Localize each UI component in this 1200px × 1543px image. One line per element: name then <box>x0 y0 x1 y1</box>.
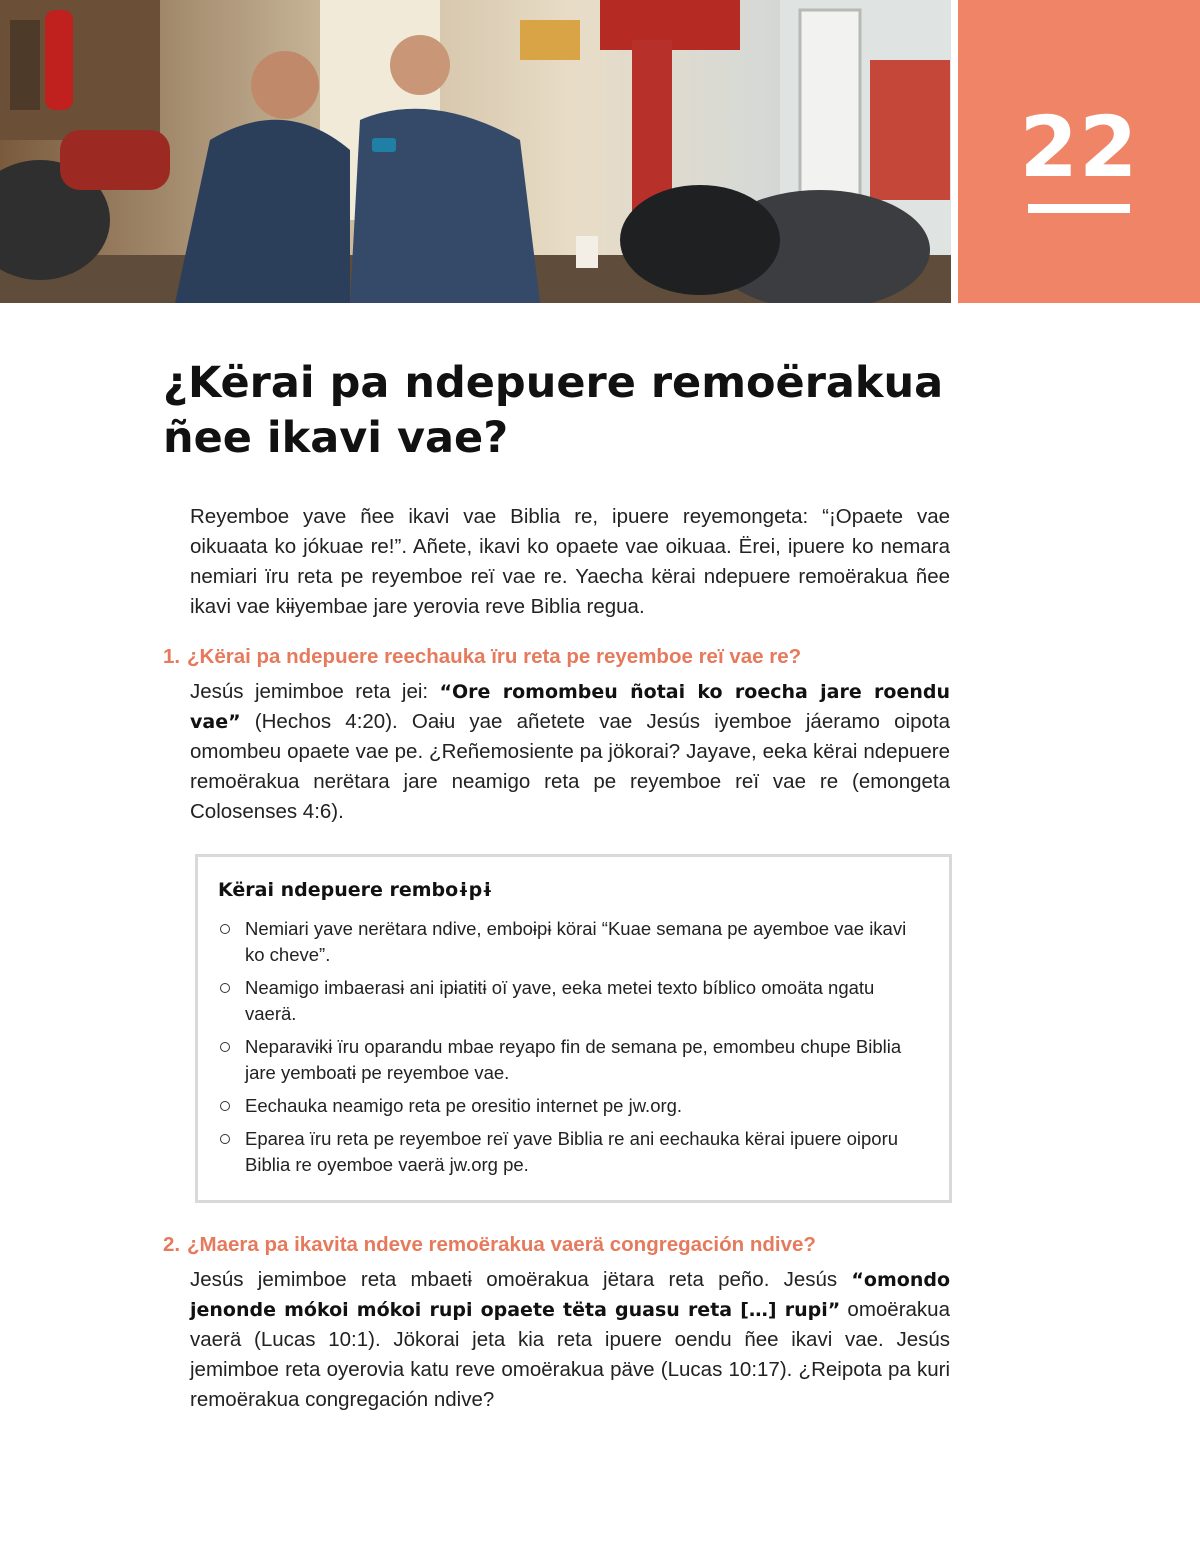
bullet-icon <box>220 1101 230 1111</box>
list-item <box>218 975 908 1027</box>
chapter-rule <box>1028 204 1130 213</box>
bullet-icon <box>220 1134 230 1144</box>
chapter-number: 22 <box>1019 98 1139 196</box>
bullet-icon <box>220 983 230 993</box>
answer-1-text-pre: Jesús jemimboe reta jei: <box>190 680 440 703</box>
answer-2-quote: “omondo jenonde mókoi mókoi rupi opaete tëta guasu reta […] rupi” <box>190 1269 950 1321</box>
tip-text: Neamigo imbaerasɨ ani ipɨatɨtɨ oï yave, eeka metei texto bíblico omoäta ngatu vaerä. <box>245 977 875 1024</box>
answer-2-paragraph <box>190 1265 950 1415</box>
list-item <box>218 1126 908 1178</box>
answer-2-text-pre: Jesús jemimboe reta mbaetɨ omoërakua jëtara reta peño. Jesús <box>190 1268 852 1291</box>
question-1 <box>163 643 963 671</box>
answer-1-paragraph <box>190 677 950 827</box>
chapter-tab <box>958 0 1200 303</box>
question-1-number: 1. <box>163 645 181 668</box>
question-2-number: 2. <box>163 1233 181 1256</box>
header-photo <box>0 0 951 303</box>
page-title: ¿Kërai pa ndepuere remoërakua ñee ikavi vae? <box>163 358 944 463</box>
tips-box <box>195 854 952 1203</box>
list-item <box>218 1034 908 1086</box>
question-2-text: ¿Maera pa ikavita ndeve remoërakua vaerä congregación ndive? <box>187 1233 816 1256</box>
tip-text: Eparea ïru reta pe reyemboe reï yave Biblia re ani eechauka kërai ipuere oiporu Biblia re oyemboe vaerä jw.org pe. <box>245 1128 899 1175</box>
bullet-icon <box>220 1042 230 1052</box>
answer-1-quote: “Ore romombeu ñotai ko roecha jare roendu vae” <box>190 681 950 733</box>
tips-list <box>218 916 908 1185</box>
list-item <box>218 916 908 968</box>
tip-text: Neparavɨkɨ ïru oparandu mbae reyapo fin de semana pe, emombeu chupe Biblia jare yemboatɨ pe reyemboe vae. <box>245 1036 902 1083</box>
list-item <box>218 1093 908 1119</box>
bullet-icon <box>220 924 230 934</box>
answer-2-text-post: omoërakua vaerä (Lucas 10:1). Jökorai jeta kia reta ipuere oendu ñee ikavi vae. Jesús jemimboe reta oyerovia katu reve omoërakua päve (Lucas 10:17). ¿Reipota pa kuri remoërakua congregación ndive? <box>190 1298 950 1411</box>
tip-text: Eechauka neamigo reta pe oresitio internet pe jw.org. <box>245 1095 683 1116</box>
answer-1-text-post: (Hechos 4:20). Oaɨu yae añetete vae Jesús iyemboe jáeramo oipota omombeu opaete vae pe. ¿Reñemosiente pa jökorai? Jayave, eeka kërai ndepuere remoërakua nerëtara jare neamigo reta pe reyemboe reï vae re (emongeta Colosenses 4:6). <box>190 710 950 823</box>
tip-text: Nemiari yave nerëtara ndive, emboɨpɨ körai “Kuae semana pe ayemboe vae ikavi ko cheve”. <box>245 918 907 965</box>
intro-paragraph: Reyemboe yave ñee ikavi vae Biblia re, ipuere reyemongeta: “¡Opaete vae oikuaata ko jókuae re!”. Añete, ikavi ko opaete vae oikuaa. Ërei, ipuere ko nemara nemiari ïru reta pe reyemboe reï vae re. Yaecha kërai ndepuere remoërakua ñee ikavi vae kɨɨyembae jare yerovia reve Biblia regua. <box>190 505 950 618</box>
question-2 <box>163 1231 963 1259</box>
garage-photo <box>0 0 951 303</box>
question-1-text: ¿Kërai pa ndepuere reechauka ïru reta pe reyemboe reï vae re? <box>187 645 802 668</box>
tips-title: Kërai ndepuere remboɨpɨ <box>218 879 493 901</box>
